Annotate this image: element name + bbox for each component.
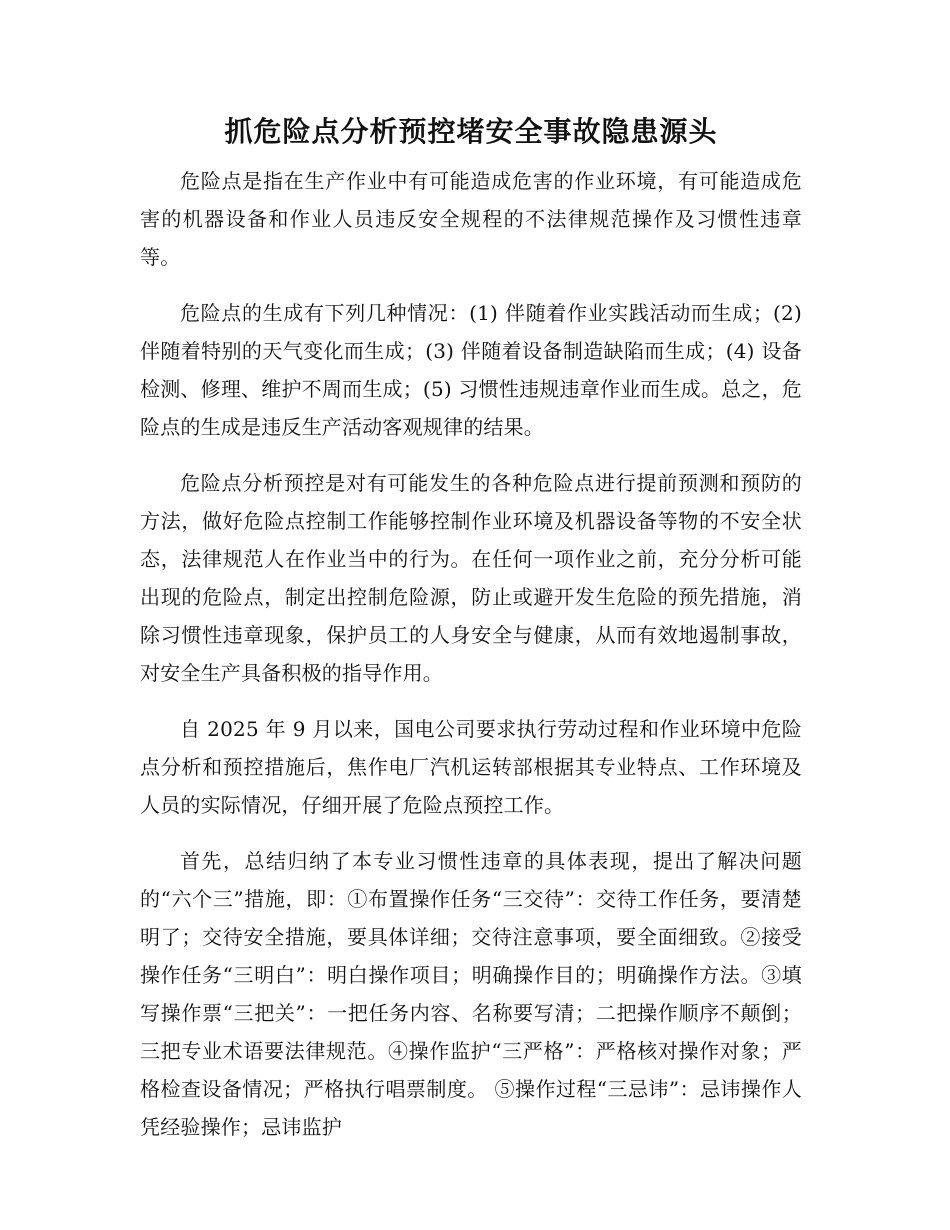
paragraph-2: 危险点的生成有下列几种情况：(1) 伴随着作业实践活动而生成；(2) 伴随着特别的天气变化而生成；(3) 伴随着设备制造缺陷而生成；(4) 设备检测、修理、维护不周而生成；(5) 习惯性违规违章作业而生成。总之，危险点的生成是违反生产活动客观规律的结果。 xyxy=(140,301,802,439)
paragraph-4: 自 2025 年 9 月以来，国电公司要求执行劳动过程和作业环境中危险点分析和预控措施后，焦作电厂汽机运转部根据其专业特点、工作环境及人员的实际情况，仔细开展了危险点预控工作。 xyxy=(140,717,802,817)
paragraph-1: 危险点是指在生产作业中有可能造成危害的作业环境，有可能造成危害的机器设备和作业人员违反安全规程的不法律规范操作及习惯性违章等。 xyxy=(140,169,802,269)
document-title: 抓危险点分析预控堵安全事故隐患源头 xyxy=(224,115,718,148)
paragraph-3: 危险点分析预控是对有可能发生的各种危险点进行提前预测和预防的方法，做好危险点控制工作能够控制作业环境及机器设备等物的不安全状态，法律规范人在作业当中的行为。在任何一项作业之前，充分分析可能出现的危险点，制定出控制危险源，防止或避开发生危险的预先措施，消除习惯性违章现象，保护员工的人身安全与健康，从而有效地遏制事故，对安全生产具备积极的指导作用。 xyxy=(140,471,802,685)
document-page xyxy=(140,108,802,1164)
paragraph-5: 首先，总结归纳了本专业习惯性违章的具体表现，提出了解决问题的“六个三”措施，即：①布置操作任务“三交待”：交待工作任务，要清楚明了；交待安全措施，要具体详细；交待注意事项，要全面细致。②接受操作任务“三明白”：明白操作项目；明确操作目的；明确操作方法。③填写操作票“三把关”：一把任务内容、名称要写清；二把操作顺序不颠倒；三把专业术语要法律规范。④操作监护“三严格”：严格核对操作对象；严格检查设备情况；严格执行唱票制度。 ⑤操作过程“三忌讳”：忌讳操作人凭经验操作；忌讳监护 xyxy=(140,849,802,1139)
